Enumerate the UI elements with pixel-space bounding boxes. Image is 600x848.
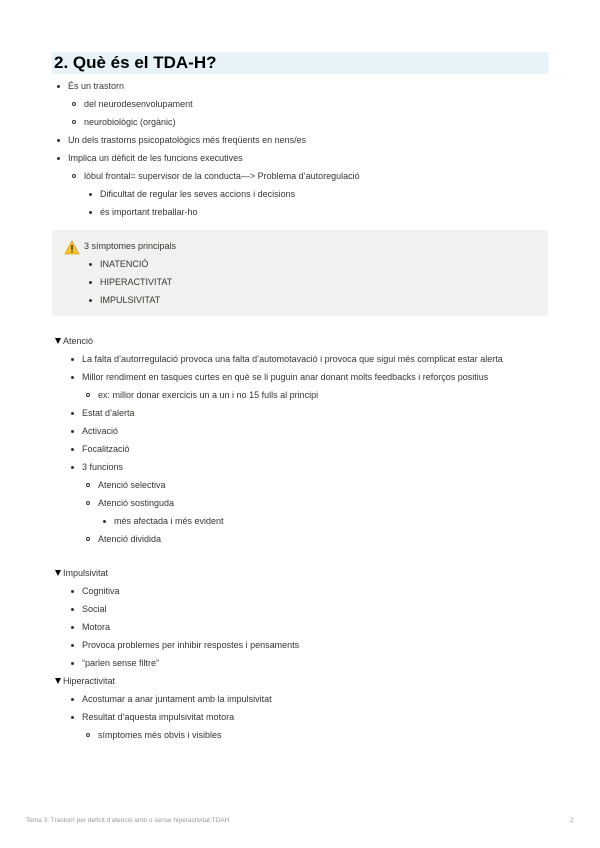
list-item-text: més afectada i més evident	[114, 516, 224, 526]
list-item-text: símptomes més obvis i visibles	[98, 730, 222, 740]
list-item	[98, 516, 548, 527]
bullet-icon	[71, 448, 74, 451]
bullet-icon	[71, 626, 74, 629]
list-item-text: Focalització	[82, 444, 130, 454]
list-item-text: “parlen sense filtre”	[82, 658, 160, 668]
intro-list	[52, 81, 548, 218]
circle-bullet-icon	[86, 393, 90, 397]
bullet-icon	[57, 157, 60, 160]
list-item-text: Acostumar a anar juntament amb la impulsivitat	[82, 694, 272, 704]
page-number: 2	[570, 817, 574, 824]
page-heading: 2. Què és el TDA-H?	[52, 52, 548, 74]
toggle-header-hiperactivitat[interactable]	[52, 676, 548, 687]
list-item-text: Resultat d’aquesta impulsivitat motora	[82, 712, 235, 722]
circle-bullet-icon	[86, 733, 90, 737]
callout-box	[52, 230, 548, 316]
toggle-hiperactivitat	[52, 676, 548, 741]
toggle-triangle-icon[interactable]	[55, 678, 61, 684]
bullet-icon	[71, 716, 74, 719]
list-item-text: INATENCIÓ	[100, 259, 149, 269]
list-item-text: ex: millor donar exercicis un a un i no 15 fulls al principi	[98, 390, 319, 400]
list-item-text: És un trastorn	[68, 81, 125, 91]
list-item	[66, 640, 548, 651]
list-item-text: Implica un dèficit de les funcions executives	[68, 153, 243, 163]
list-item	[68, 99, 548, 110]
list-item	[66, 444, 548, 455]
list-item	[66, 408, 548, 419]
square-bullet-icon	[89, 211, 92, 214]
list-item	[66, 426, 548, 437]
list-item-text: La falta d’autorregulació provoca una falta d’automotavació i provoca que sigui més complicat estar alerta	[82, 354, 503, 364]
list-item-text: Atenció selectiva	[98, 480, 166, 490]
list-item-text: Social	[82, 604, 107, 614]
bullet-icon	[71, 662, 74, 665]
list-item	[52, 153, 548, 218]
circle-bullet-icon	[86, 537, 90, 541]
list-item	[66, 604, 548, 615]
list-item-text: Atenció dividida	[98, 534, 162, 544]
list-item	[66, 694, 548, 705]
bullet-icon	[71, 698, 74, 701]
footer-title: Tema 3: Trastorn per dèficit d’atenció amb o sense hiperactivitat TDAH	[26, 817, 230, 824]
list-item	[68, 171, 548, 218]
list-item	[84, 295, 536, 306]
toggle-atencio	[52, 336, 548, 545]
bullet-icon	[57, 139, 60, 142]
list-item	[68, 117, 548, 128]
bullet-icon	[71, 608, 74, 611]
list-item-text: és important treballar-ho	[100, 207, 198, 217]
bullet-icon	[71, 430, 74, 433]
list-item	[66, 586, 548, 597]
bullet-icon	[71, 376, 74, 379]
list-item-text: Activació	[82, 426, 119, 436]
list-item	[84, 189, 548, 200]
list-item	[66, 372, 548, 401]
list-item-text: Cognitiva	[82, 586, 120, 596]
list-item	[84, 207, 548, 218]
list-item	[82, 730, 548, 741]
list-item	[82, 480, 548, 491]
list-item	[66, 462, 548, 545]
bullet-icon	[89, 263, 92, 266]
list-item	[84, 259, 536, 270]
list-item	[52, 135, 548, 146]
list-item	[52, 81, 548, 128]
bullet-icon	[71, 644, 74, 647]
square-bullet-icon	[89, 193, 92, 196]
list-item-text: Dificultat de regular les seves accions i decisions	[100, 189, 296, 199]
list-item-text: del neurodesenvolupament	[84, 99, 193, 109]
list-item-text: Provoca problemes per inhibir respostes i pensaments	[82, 640, 300, 650]
list-item	[82, 534, 548, 545]
toggle-title: Hiperactivitat	[63, 676, 116, 686]
list-item	[66, 354, 548, 365]
toggle-triangle-icon[interactable]	[55, 570, 61, 576]
list-item-text: Millor rendiment en tasques curtes en què se li puguin anar donant molts feedbacks i reforços positius	[82, 372, 489, 382]
circle-bullet-icon	[86, 483, 90, 487]
toggle-header-atencio[interactable]	[52, 336, 548, 347]
bullet-icon	[89, 281, 92, 284]
toggle-title: Atenció	[63, 336, 94, 346]
list-item-text: IMPULSIVITAT	[100, 295, 161, 305]
list-item	[66, 658, 548, 669]
circle-bullet-icon	[72, 174, 76, 178]
list-item-text: Atenció sostinguda	[98, 498, 175, 508]
bullet-icon	[71, 466, 74, 469]
list-item-text: Estat d’alerta	[82, 408, 135, 418]
bullet-icon	[71, 412, 74, 415]
bullet-icon	[57, 85, 60, 88]
circle-bullet-icon	[72, 102, 76, 106]
toggle-impulsivitat	[52, 568, 548, 669]
toggle-header-impulsivitat[interactable]	[52, 568, 548, 579]
list-item	[82, 390, 548, 401]
list-item	[82, 498, 548, 527]
list-item-text: lòbul frontal= supervisor de la conducta—> Problema d’autoregulació	[84, 171, 360, 181]
bullet-icon	[71, 590, 74, 593]
list-item	[66, 622, 548, 633]
list-item-text: HIPERACTIVITAT	[100, 277, 173, 287]
list-item-text: Motora	[82, 622, 111, 632]
warning-icon	[64, 240, 82, 256]
toggle-title: Impulsivitat	[63, 568, 109, 578]
list-item-text: Un dels trastorns psicopatològics més freqüents en nens/es	[68, 135, 307, 145]
list-item	[84, 277, 536, 288]
circle-bullet-icon	[72, 120, 76, 124]
callout-list	[84, 259, 536, 306]
callout-title: 3 símptomes principals	[84, 241, 177, 251]
square-bullet-icon	[103, 520, 106, 523]
bullet-icon	[71, 358, 74, 361]
list-item-text: neurobiològic (orgànic)	[84, 117, 176, 127]
bullet-icon	[89, 299, 92, 302]
page-content	[52, 52, 548, 741]
list-item-text: 3 funcions	[82, 462, 124, 472]
list-item	[66, 712, 548, 741]
toggle-triangle-icon[interactable]	[55, 338, 61, 344]
circle-bullet-icon	[86, 501, 90, 505]
